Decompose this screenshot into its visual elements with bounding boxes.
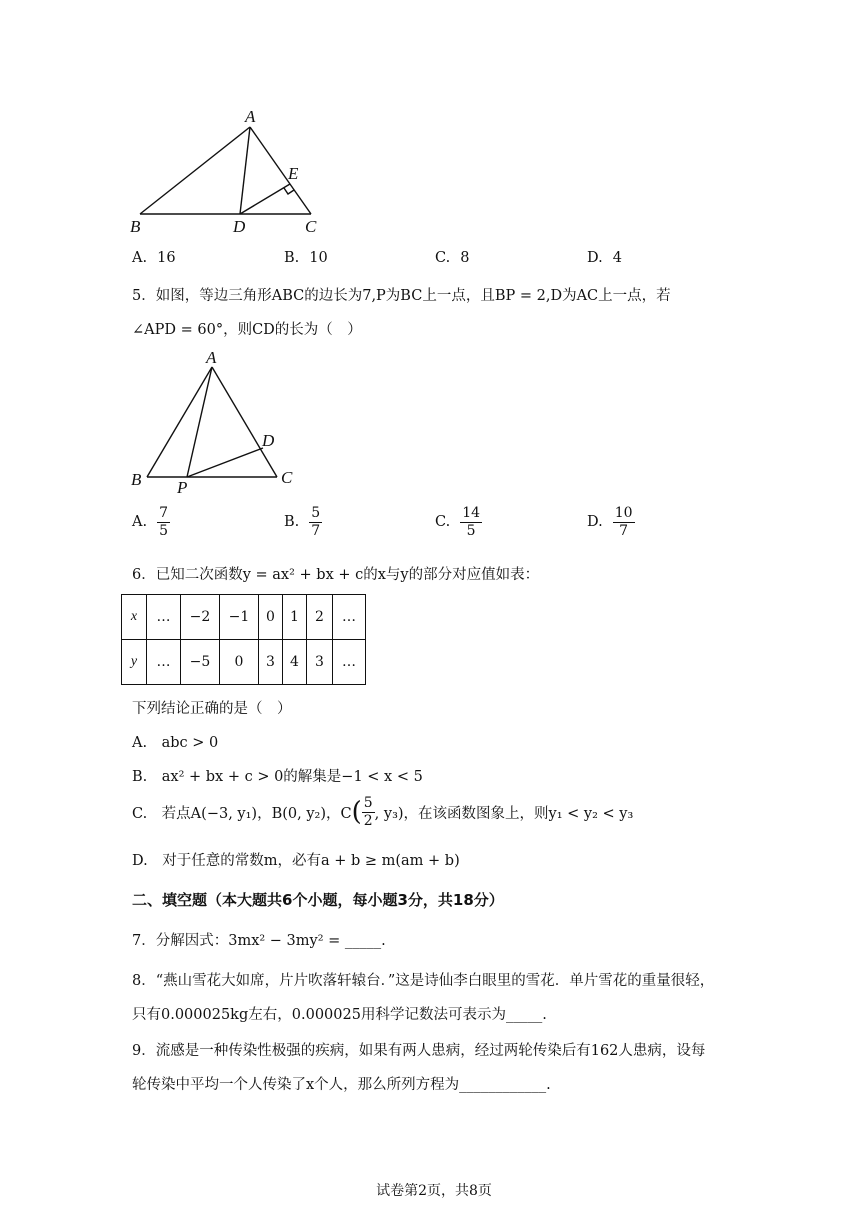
- segment-de: [240, 184, 290, 214]
- option-value: 8: [460, 250, 470, 266]
- table-cell: …: [147, 640, 181, 685]
- option-letter: C.: [435, 250, 451, 266]
- segment-ac: [212, 367, 277, 477]
- table-cell: y: [122, 640, 147, 685]
- q6-value-table: [121, 594, 366, 685]
- option-c-prefix: C. 若点A(−3, y₁)，B(0, y₂)，C: [132, 805, 352, 822]
- option-fraction: $\frac{5}{7}$: [311, 505, 321, 539]
- table-cell: 0: [220, 640, 259, 685]
- label-c: C: [305, 217, 317, 236]
- q6-question: 下列结论正确的是（ ）: [132, 701, 292, 717]
- option-letter: B.: [284, 250, 300, 266]
- q8-stem-line1: 8．“燕山雪花大如席，片片吹落轩辕台．”这是诗仙李白眼里的雪花．单片雪花的重量很轻，: [132, 973, 715, 989]
- option-value: 10: [309, 250, 328, 266]
- q5-option-b[interactable]: [284, 506, 322, 538]
- option-letter: D.: [587, 514, 603, 531]
- figure-triangle-ade: [120, 100, 340, 240]
- q4-option-c[interactable]: [435, 250, 469, 266]
- q9-stem-line1: 9．流感是一种传染性极强的疾病，如果有两人患病，经过两轮传染后有162人患病，设每: [132, 1043, 706, 1059]
- table-cell: 1: [283, 595, 307, 640]
- label-b: B: [130, 217, 141, 236]
- table-cell: 3: [307, 640, 333, 685]
- option-c-suffix: , y₃)，在该函数图象上，则y₁ < y₂ < y₃: [374, 805, 634, 822]
- option-letter: D.: [587, 250, 603, 266]
- segment-ac: [250, 127, 311, 214]
- table-cell: …: [333, 640, 366, 685]
- label-c: C: [281, 468, 293, 487]
- segment-ab: [140, 127, 250, 214]
- option-value: 4: [612, 250, 622, 266]
- q5-option-d[interactable]: [587, 506, 635, 538]
- label-d: D: [262, 431, 275, 450]
- q4-option-a[interactable]: [132, 250, 176, 266]
- option-letter: A.: [132, 514, 148, 531]
- option-letter: B.: [284, 514, 300, 531]
- option-fraction: $\frac{14}{5}$: [462, 505, 481, 539]
- q6-option-b[interactable]: B. ax² + bx + c > 0的解集是−1 < x < 5: [132, 769, 423, 785]
- q4-option-b[interactable]: [284, 250, 328, 266]
- figure-equilateral-triangle: [125, 345, 305, 495]
- q7-stem: 7．分解因式：3mx² − 3my² = _____.: [132, 933, 386, 949]
- option-fraction: $\frac{10}{7}$: [614, 505, 633, 539]
- table-cell: …: [147, 595, 181, 640]
- segment-ap: [187, 367, 212, 477]
- right-angle-mark: [284, 188, 294, 194]
- q4-option-d[interactable]: [587, 250, 622, 266]
- table-row-y: [122, 640, 366, 685]
- page-footer: 试卷第2页，共8页: [376, 1183, 492, 1199]
- option-letter: C.: [435, 514, 451, 531]
- table-row-x: [122, 595, 366, 640]
- segment-pd: [187, 448, 263, 477]
- table-cell: 3: [259, 640, 283, 685]
- label-d: D: [233, 217, 246, 236]
- q6-option-a[interactable]: A. abc > 0: [132, 735, 219, 751]
- q8-stem-line2: 只有0.000025kg左右，0.000025用科学记数法可表示为_____.: [132, 1007, 547, 1023]
- table-cell: 0: [259, 595, 283, 640]
- q6-stem: 6．已知二次函数y = ax² + bx + c的x与y的部分对应值如表：: [132, 567, 540, 583]
- table-cell: …: [333, 595, 366, 640]
- paren-open: (: [351, 797, 362, 828]
- table-cell: 2: [307, 595, 333, 640]
- label-b: B: [131, 470, 142, 489]
- q9-stem-line2: 轮传染中平均一个人传染了x个人，那么所列方程为____________.: [132, 1077, 551, 1093]
- label-p: P: [177, 478, 188, 497]
- q5-option-c[interactable]: [435, 506, 482, 538]
- segment-ab: [147, 367, 212, 477]
- q5-stem-line1: 5．如图，等边三角形ABC的边长为7,P为BC上一点，且BP = 2,D为AC上一点，若: [132, 288, 671, 304]
- label-a: A: [206, 348, 217, 367]
- option-c-fraction: $\frac{5}{2}$: [363, 795, 373, 829]
- table-cell: −1: [220, 595, 259, 640]
- option-letter: A.: [132, 250, 148, 266]
- table-cell: −2: [181, 595, 220, 640]
- option-fraction: $\frac{7}{5}$: [159, 505, 169, 539]
- table-cell: x: [122, 595, 147, 640]
- section-title: 二、填空题（本大题共6个小题，每小题3分，共18分）: [132, 891, 504, 909]
- q6-option-d[interactable]: D. 对于任意的常数m，必有a + b ≥ m(am + b): [132, 853, 460, 869]
- table-cell: −5: [181, 640, 220, 685]
- label-a: A: [245, 107, 256, 126]
- q5-option-a[interactable]: [132, 506, 170, 538]
- q6-option-c[interactable]: [132, 796, 633, 828]
- table-cell: 4: [283, 640, 307, 685]
- q5-stem-line2: ∠APD = 60°，则CD的长为（ ）: [132, 322, 362, 338]
- label-e: E: [288, 164, 299, 183]
- option-value: 16: [157, 250, 176, 266]
- segment-ad: [240, 127, 250, 214]
